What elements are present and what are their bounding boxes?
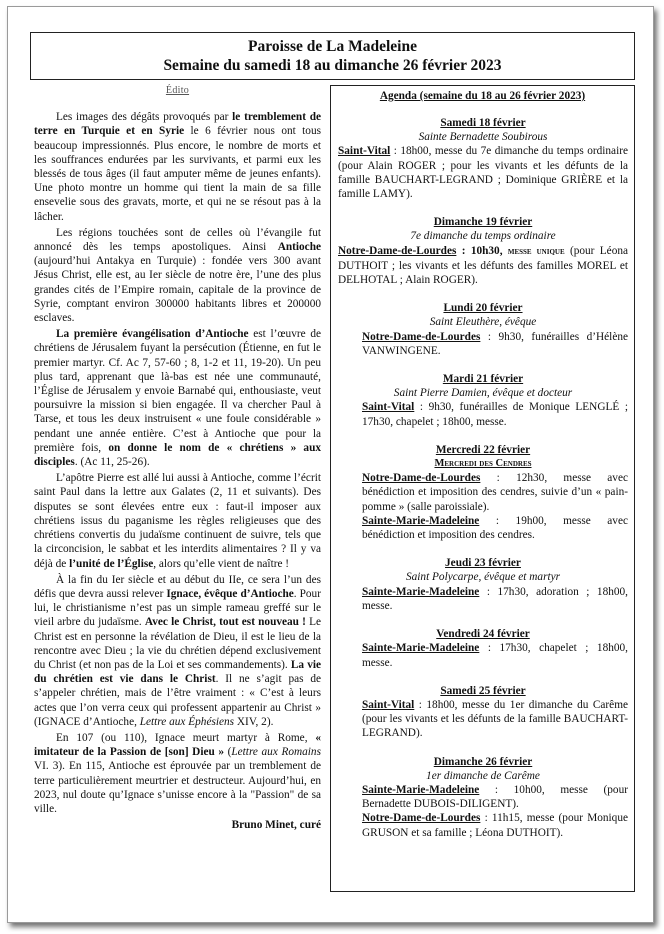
page-title: Paroisse de La Madeleine [248,38,417,55]
day-title: Mercredi 22 février [435,443,531,456]
day-title: Lundi 20 février [443,302,523,315]
page-subtitle: Semaine du samedi 18 au dimanche 26 février 2023 [163,57,502,74]
edito-paragraph [34,573,321,729]
day-title: Samedi 25 février [440,684,526,697]
entry-text: : 18h00, messe du 1er dimanche du Carême (pour les vivants et les défunts de la famille BAUCHART-LEGRAND). [362,698,628,740]
day-title: Jeudi 23 février [445,557,521,570]
text: . (Ac 11, 25-26). [74,456,150,469]
day-title: Mardi 21 février [442,373,524,386]
edito-paragraph [34,731,321,816]
text-italic: Lettre aux Romains [231,746,321,759]
day-title: Samedi 18 février [440,117,526,129]
agenda-entry [338,641,628,669]
day-saint: Mercredi des Cendres [434,458,532,470]
agenda-day-sat18 [331,116,634,201]
edito-paragraph [34,471,321,570]
place-name: Saint-Vital [362,698,415,711]
agenda-entry [338,698,628,741]
day-saint: Sainte Bernadette Soubirous [418,131,548,144]
entry-text: : 9h30, funérailles d’Hélène VANWINGENE. [362,330,628,357]
text-bold: La vie du chrétien est vie dans le Christ [34,658,322,686]
text: Les régions touchées sont de celles où l’évangile fut annoncé dès les temps apostoliques. Ainsi [34,226,321,254]
edito-paragraph [34,226,321,325]
place-name: Saint-Vital [362,401,415,414]
entry-text: : 19h00, messe avec bénédiction et imposition des cendres. [362,514,628,542]
entry-text: : 11h15, messe (pour Monique GRUSON et sa famille ; Léona DUTHOIT). [362,812,628,839]
place-name: Sainte-Marie-Madeleine [362,585,480,598]
agenda-entry [338,585,628,613]
entry-time: : 10h30, [456,244,508,257]
text-bold: Antioche [277,241,321,254]
agenda-box [330,85,635,892]
place-name: Notre-Dame-de-Lourdes [362,472,481,485]
agenda-day-thu23 [331,556,634,613]
edito-paragraph [34,327,321,469]
agenda-entry [338,811,628,839]
edito-column [34,84,321,832]
entry-text: : 17h30, chapelet ; 18h00, messe. [362,642,628,669]
agenda-day-sun19 [331,215,634,287]
text-bold: « imitateur de la Passion de [son] Dieu » [34,731,321,759]
text: Le Christ est en personne la révélation de Dieu, il est le lieu de la rencontre avec Dieu ; la vie du chrétien dépend exclusivement du Christ (et non pas de la Loi et ses commandements). [34,616,321,671]
text: L’apôtre Pierre est allé lui aussi à Antioche, comme l’écrit saint Paul dans la lettre aux Galates (2, 11 et suivants). Des disputes se sont élevées entre eux : faut-il imposer aux chrétiens issus du paganisme les règles religieuses que des chrétiens convertis du judaïsme continuent de suivre, tels que la circoncision, le sabbat et les interdits alimentaires ? Il y va déjà de [34,472,321,570]
text-italic: Lettre aux Éphésiens [139,715,235,728]
agenda-day-mon20 [331,301,634,358]
unique-mass: messe unique [507,245,565,257]
place-name: Sainte-Marie-Madeleine [362,514,480,527]
edito-paragraph [34,110,321,224]
signature: Bruno Minet, curé [231,819,321,832]
agenda-entry [338,514,628,542]
agenda-day-tue21 [331,372,634,429]
text: est l’œuvre de chrétiens de Jérusalem fuyant la persécution (Étienne, en fut le premier martyr. Cf. Ac 7, 57-60 ; 8, 1-2 et 11, 19-20). Un peu plus tard, apprenant que là-bas est née une communauté, l’Église de Jérusalem y envoie Barnabé qui, enthousiaste, veut poursuivre la mission si bien engagée. Il va chercher Paul à Tarse, et tous les deux instruisent « une foule considérable » pendant une année entière. C’est à Antioche que pour la première fois, [34,328,321,454]
text: . Il ne s’agit pas de s’appeler chrétien, mais de l’être vraiment : « C’est à leurs actes que l’on verra ceux qui professent appartenir au Christ » (IGNACE d’Antioche, [34,673,322,728]
day-saint: Saint Polycarpe, évêque et martyr [405,571,561,584]
day-title: Dimanche 26 février [433,755,533,768]
text: (aujourd’hui Antakya en Turquie) : fondée vers 300 avant Jésus Christ, elle est, au Ier siècle de notre ère, l’une des plus grandes cités de l’Empire romain, capitale de la province de Syrie, comptant environ 300000 habitants libres et 200000 esclaves. [34,255,321,325]
place-name: Saint-Vital [338,145,391,158]
agenda-day-fri24 [331,627,634,670]
place-name: Sainte-Marie-Madeleine [362,642,480,655]
day-saint: 7e dimanche du temps ordinaire [410,230,556,243]
text: En 107 (ou 110), Ignace meurt martyr à Rome, [56,731,316,744]
place-name: Notre-Dame-de-Lourdes [362,330,481,343]
text-bold: l’unité de l’Église [69,557,154,570]
agenda-day-sun26 [331,755,634,840]
edito-label: Édito [165,85,190,96]
day-title: Vendredi 24 février [436,628,530,641]
place-name: Notre-Dame-de-Lourdes [362,812,481,825]
agenda-entry [338,244,628,288]
text-bold: on donne le nom de « chrétiens » aux disciples [34,441,322,469]
day-saint: Saint Eleuthère, évêque [429,316,537,329]
entry-text: : 12h30, messe avec bénédiction et imposition des cendres, suivie d’un « pain-pomme » (salle paroissiale). [362,472,628,513]
text: Les images des dégâts provoqués par [56,111,233,124]
agenda-day-sat25 [331,684,634,741]
header-box [30,32,635,80]
text-bold: La première évangélisation d’Antioche [56,328,249,341]
text-bold: Avec le Christ, tout est nouveau ! [144,616,306,629]
agenda-entry [338,330,628,358]
text: VI. 3). En 115, Antioche est éprouvée par un tremblement de terre particulièrement meurtrier et destructeur. Aujourd’hui, en 2023, nul doute qu’Ignace s’unisse encore à la "Passion" de sa ville. [34,760,321,815]
day-saint: Saint Pierre Damien, évêque et docteur [393,387,573,400]
text: le 6 février nous ont tous beaucoup impressionnés. Plus encore, le nombre de morts et les souffrances endurées par les survivants, et parmi eux les blessés de tous âges (il faut amputer même de jeunes enfants). Une photo montre un homme qui tient la main de sa fille ensevelie sous des gravats, morte, et qui ne se résout pas à la lâcher. [34,125,321,223]
place-name: Sainte-Marie-Madeleine [362,783,480,796]
text: , alors qu’elle vient de naître ! [153,557,290,570]
agenda-title: Agenda (semaine du 18 au 26 février 2023) [379,90,586,102]
day-saint: 1er dimanche de Carême [426,769,540,782]
agenda-entry [338,471,628,514]
place-name: Notre-Dame-de-Lourdes [338,244,457,257]
entry-text: : 9h30, funérailles de Monique LENGLÉ ; 17h30, chapelet ; 18h00, messe. [362,401,628,428]
text-bold: Ignace, évêque d’Antioche [166,587,294,600]
agenda-entry [338,783,628,811]
text: . Pour lui, le christianisme n’est pas un simple rameau greffé sur le vieil arbre du judaïsme. [34,587,321,629]
day-title: Dimanche 19 février [433,216,533,229]
agenda-entry [338,400,628,428]
text: ( [224,746,232,759]
entry-text: : 17h30, adoration ; 18h00, messe. [362,585,628,612]
entry-text: : 18h00, messe du 7e dimanche du temps ordinaire (pour Alain ROGER ; pour les vivants et les défunts de la famille BAUCHART-LEGRAND ; Dominique GRIÈRE et la famille LAMY). [338,145,628,201]
text-bold: le tremblement de terre en Turquie et en Syrie [34,111,322,138]
entry-text: (pour Léona DUTHOIT ; les vivants et les défunts des familles MOREL et DELHOTAL ; Alain ROGER). [338,244,628,287]
agenda-day-wed22 [331,443,634,542]
entry-text: : 10h00, messe (pour Bernadette DUBOIS-DILIGENT). [362,783,628,811]
agenda-entry [338,144,628,201]
text: À la fin du Ier siècle et au début du IIe, ce sera l’un des défis que devra aussi relever [34,573,321,600]
text: XIV, 2). [234,715,274,728]
